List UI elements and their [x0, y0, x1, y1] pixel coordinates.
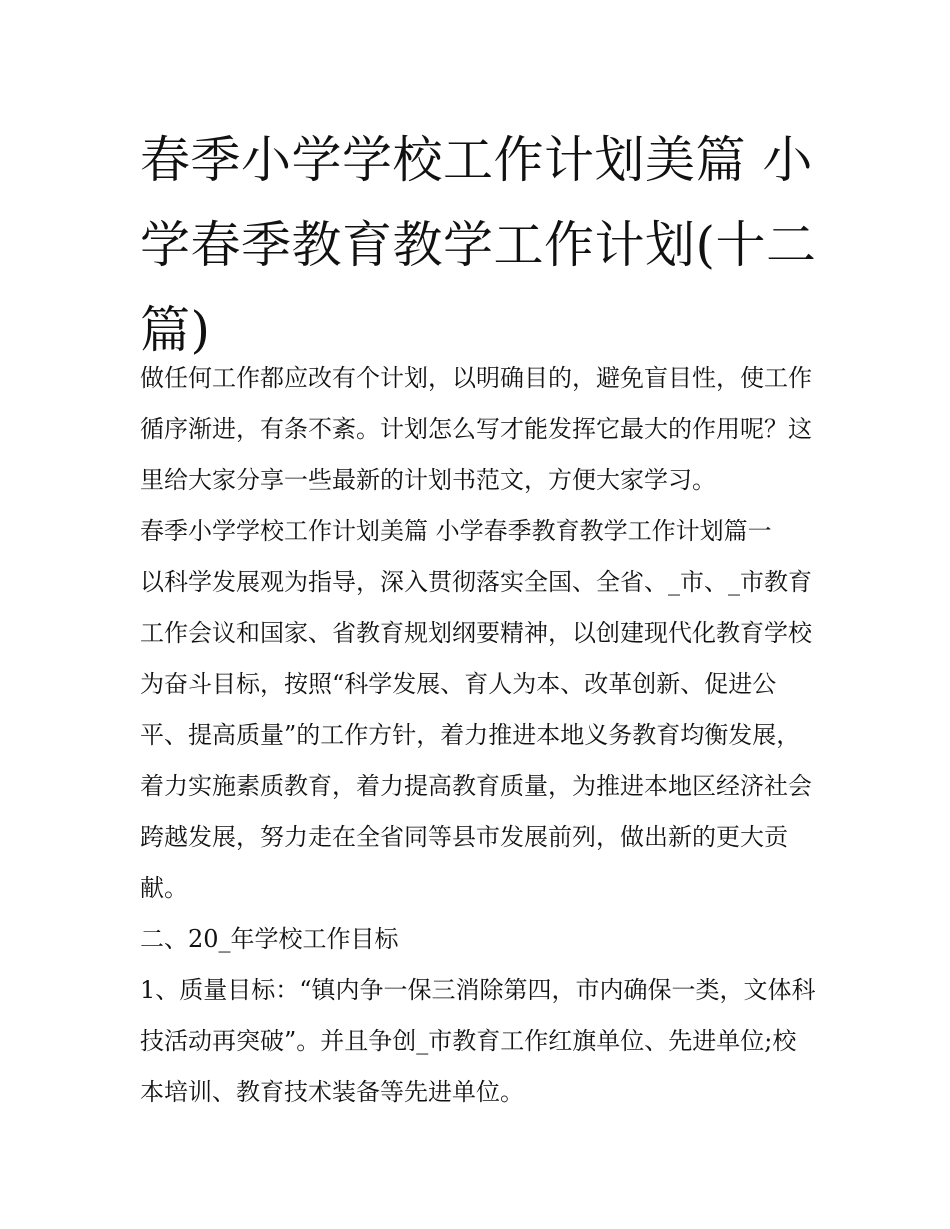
quality-goal-paragraph: 1、质量目标：“镇内争一保三消除第四，市内确保一类，文体科技活动再突破”。并且争创_市教育工作红旗单位、先进单位;校本培训、教育技术装备等先进单位。 — [140, 976, 816, 1106]
goals-heading: 二、20_年学校工作目标 — [140, 925, 399, 953]
document-body — [140, 353, 820, 1118]
intro-paragraph: 做任何工作都应改有个计划，以明确目的，避免盲目性，使工作循序渐进，有条不紊。计划怎么写才能发挥它最大的作用呢？这里给大家分享一些最新的计划书范文，方便大家学习。 — [140, 364, 812, 494]
document-title: 春季小学学校工作计划美篇 小学春季教育教学工作计划(十二篇) — [140, 131, 817, 359]
section-heading-paragraph: 春季小学学校工作计划美篇 小学春季教育教学工作计划篇一 — [140, 517, 772, 545]
guiding-principle-paragraph: 以科学发展观为指导，深入贯彻落实全国、全省、_市、_市教育工作会议和国家、省教育规划纲要精神，以创建现代化教育学校为奋斗目标，按照“科学发展、育人为本、改革创新、促进公平、提高质量”的工作方针，着力推进本地义务教育均衡发展，着力实施素质教育，着力提高教育质量，为推进本地区经济社会跨越发展，努力走在全省同等县市发展前列，做出新的更大贡献。 — [140, 568, 812, 902]
